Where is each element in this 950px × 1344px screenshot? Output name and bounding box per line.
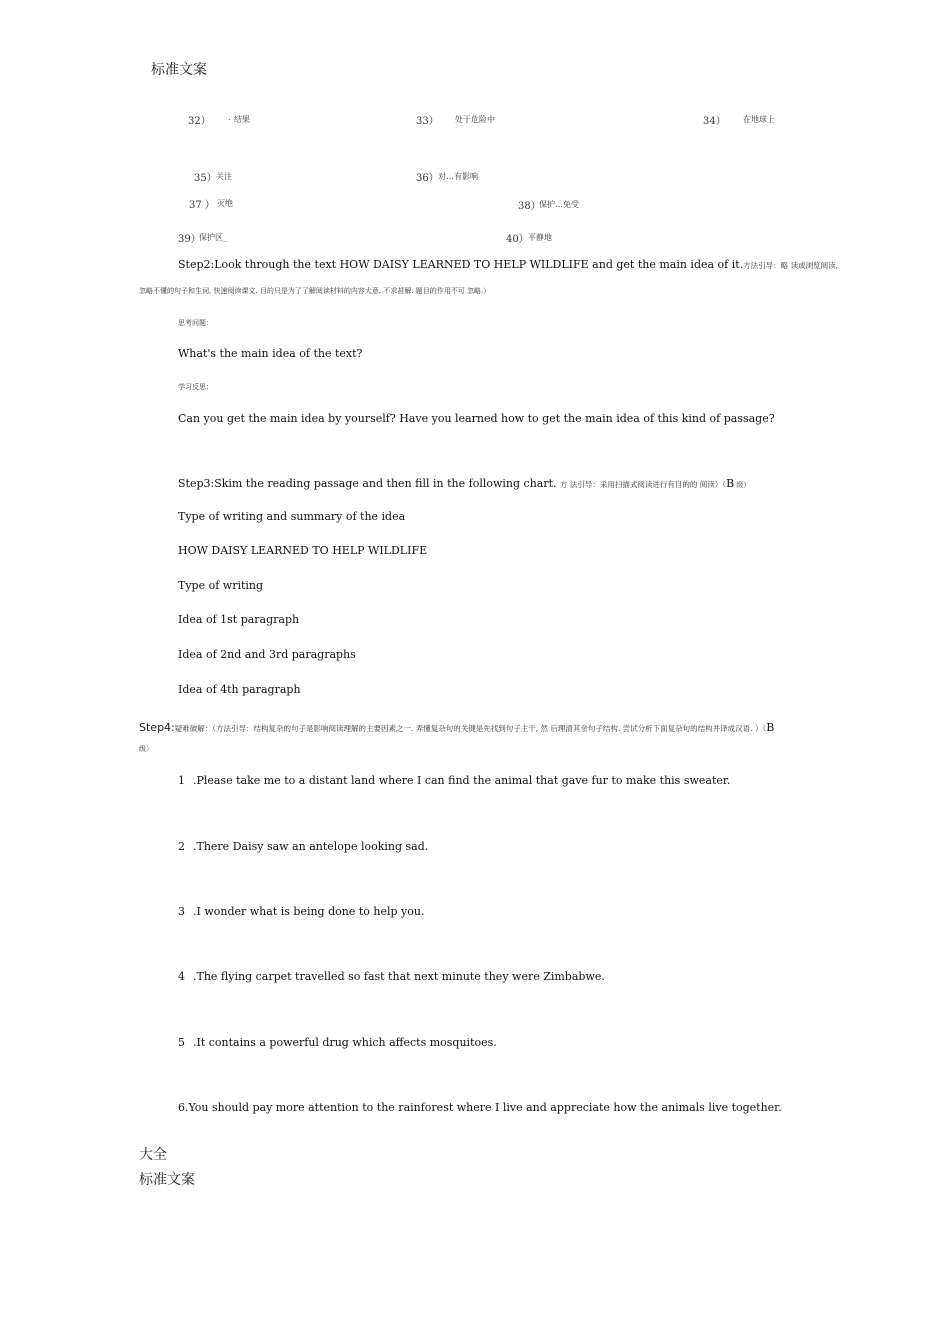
step3-heading bbox=[178, 477, 750, 490]
vocab-num-35: 35） bbox=[194, 173, 217, 184]
step4-tag: Step4: bbox=[139, 721, 175, 734]
step2-reflect-question: Can you get the main idea by yourself? Have you learned how to get the main idea of this kind of passage? bbox=[178, 412, 775, 425]
sentence-4 bbox=[178, 970, 605, 983]
chart-row-title: HOW DAISY LEARNED TO HELP WILDLIFE bbox=[178, 544, 428, 557]
vocab-num-40: 40） bbox=[506, 234, 529, 245]
vocab-num-36: 36） bbox=[416, 173, 439, 184]
sentence-num: 5 bbox=[178, 1036, 185, 1049]
vocab-cn-40: 平静地 bbox=[528, 233, 552, 242]
step3-guide: 方 法引导：采用扫描式阅读进行有目的的 阅读）（ bbox=[560, 480, 727, 489]
page-header-title: 标准文案 bbox=[151, 62, 207, 78]
vocab-cn-32: 结果 bbox=[234, 115, 250, 124]
step2-think-label: 思考问题： bbox=[178, 319, 213, 327]
sentence-text: .I wonder what is being done to help you. bbox=[193, 905, 425, 918]
sentence-num: 4 bbox=[178, 970, 185, 983]
vocab-cn-34: 在地球上 bbox=[743, 115, 775, 124]
sentence-text: .The flying carpet travelled so fast that next minute they were Zimbabwe. bbox=[193, 970, 605, 983]
vocab-cn-38: 保护…免受 bbox=[539, 200, 579, 209]
vocab-cn-35: 关注 bbox=[216, 172, 232, 181]
sentence-num: 3 bbox=[178, 905, 185, 918]
step4-title: 疑难破解： bbox=[174, 724, 213, 733]
step2-reflect-label: 学习反思： bbox=[178, 383, 213, 391]
chart-row-para1: Idea of 1st paragraph bbox=[178, 613, 300, 626]
vocab-cn-33: 处于危险中 bbox=[455, 115, 495, 124]
sentence-6 bbox=[178, 1101, 782, 1114]
step3-level: B bbox=[726, 477, 735, 490]
step2-main-text: Step2:Look through the text HOW DAISY LEARNED TO HELP WILDLIFE and get the main idea of it. bbox=[178, 258, 744, 271]
vocab-num-39: 39） bbox=[178, 234, 201, 245]
step2-guide-b: 忽略不懂的句子和生词, 快速阅读课文. 目的只是为了了解阅读材料的内容大意, 不求甚解. 题目的作用不可 忽略.） bbox=[139, 287, 491, 295]
step2-heading bbox=[178, 258, 838, 271]
chart-row-para4: Idea of 4th paragraph bbox=[178, 683, 301, 696]
step4-guide: （方法引导：结构复杂的句子是影响阅读理解的主要因素之一. 弄懂复杂句的关键是先找到句子主干, 然 后理清其余句子结构. 尝试分析下面复杂句的结构并译成汉语. ）（ bbox=[212, 724, 767, 733]
vocab-num-38: 38） bbox=[518, 201, 541, 212]
chart-row-para2-3: Idea of 2nd and 3rd paragraphs bbox=[178, 648, 356, 661]
page-footer-title: 标准文案 bbox=[139, 1172, 195, 1188]
vocab-num-33: 33） bbox=[416, 116, 439, 127]
vocab-dot-32: . bbox=[228, 113, 231, 122]
step4-heading bbox=[139, 716, 774, 735]
sentence-text: .Please take me to a distant land where I can find the animal that gave fur to make this sweater. bbox=[193, 774, 731, 787]
page-footer-label: 大全 bbox=[139, 1147, 167, 1163]
sentence-3 bbox=[178, 905, 424, 918]
step2-guide-a: 方法引导：略 读或浏览阅读, bbox=[743, 261, 838, 270]
sentence-num: 2 bbox=[178, 840, 185, 853]
sentence-num: 1 bbox=[178, 774, 185, 787]
step4-level-tail: 级） bbox=[139, 745, 153, 753]
step4-level: B bbox=[766, 721, 775, 734]
vocab-num-32: 32） bbox=[188, 116, 211, 127]
sentence-text: .There Daisy saw an antelope looking sad. bbox=[193, 840, 429, 853]
step3-level-tail: 级） bbox=[734, 481, 751, 489]
sentence-1 bbox=[178, 774, 730, 787]
vocab-cn-37: 灭绝 bbox=[217, 199, 233, 208]
sentence-text: 6.You should pay more attention to the rainforest where I live and appreciate how the animals live together. bbox=[178, 1101, 782, 1114]
chart-row-type: Type of writing bbox=[178, 579, 264, 592]
sentence-2 bbox=[178, 840, 428, 853]
sentence-text: .It contains a powerful drug which affects mosquitoes. bbox=[193, 1036, 497, 1049]
vocab-cn-39: 保护区_ bbox=[199, 233, 227, 242]
chart-row-summary: Type of writing and summary of the idea bbox=[178, 510, 406, 523]
vocab-num-34: 34） bbox=[703, 116, 726, 127]
step2-question: What's the main idea of the text? bbox=[178, 347, 363, 360]
vocab-num-37: 37 ） bbox=[189, 200, 215, 211]
step3-main-text: Step3:Skim the reading passage and then fill in the following chart. bbox=[178, 477, 557, 490]
sentence-5 bbox=[178, 1036, 497, 1049]
vocab-cn-36: 对…有影响 bbox=[438, 172, 478, 181]
